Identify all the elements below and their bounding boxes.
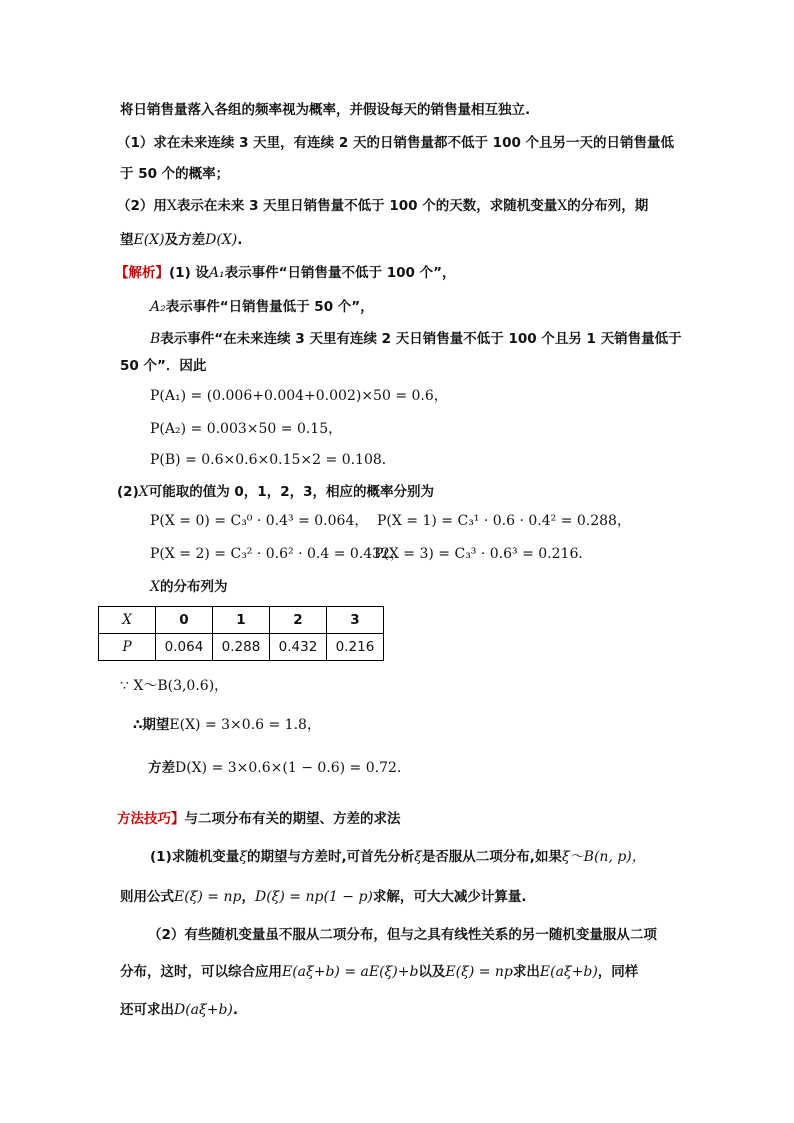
formula-e-np: E(ξ) = np (445, 964, 513, 980)
m4-text: ，同样 (597, 964, 639, 980)
table-value: 0 (156, 607, 213, 634)
solution-line-4: 50 个”．因此 (120, 358, 207, 374)
q2-text-end: 的分布列，期 (567, 198, 649, 214)
s1-text: 表示事件“日销售量不低于 100 个”， (224, 265, 456, 281)
event-a1: A₁ (208, 265, 225, 281)
solution-line-2 (150, 297, 374, 317)
var-x: X (138, 484, 149, 500)
q2-word: 及方差 (164, 232, 206, 248)
m5-text: 还可求出 (120, 1002, 174, 1018)
formula-px3: P(X = 3) = C₃³ · 0.6³ = 0.216． (374, 546, 593, 562)
method-line-5 (120, 1000, 238, 1020)
formula-px0: P(X = 0) = C₃⁰ · 0.4³ = 0.064， (150, 513, 369, 529)
formula-d-npq: D(ξ) = np(1 − p) (254, 889, 373, 905)
variance-formula: D(X) = 3×0.6×(1 − 0.6) = 0.72． (175, 760, 411, 776)
method-tag: 方法技巧】 (117, 811, 185, 827)
table-prob: 0.216 (327, 634, 384, 661)
table-value: 1 (213, 607, 270, 634)
m2-sep: ， (241, 889, 255, 905)
binomial-notation: ξ～B(n, p)， (561, 849, 646, 865)
expectation-formula: E(X) = 3×0.6 = 1.8， (169, 717, 321, 733)
table-prob: 0.288 (213, 634, 270, 661)
event-a2: A₂ (150, 299, 166, 315)
linear-expectation: E(aξ+b) = aE(ξ)+b (282, 964, 419, 980)
binomial-statement: ∵ X～B(3,0.6)， (120, 678, 229, 694)
table-row (99, 607, 384, 634)
variance-dx: D(X) (205, 232, 238, 248)
xi-symbol: ξ (414, 849, 422, 865)
formula-pa2: P(A₂) = 0.003×50 = 0.15， (150, 421, 343, 437)
q2-period: . (237, 232, 243, 248)
distribution-caption (150, 577, 227, 597)
dist-text: 的分布列为 (159, 579, 228, 595)
table-value: 3 (327, 607, 384, 634)
xi-symbol: ξ (239, 849, 247, 865)
s1-text: (1) 设 (169, 265, 209, 281)
q2-word: 望 (120, 232, 134, 248)
m1-text: (1)求随机变量 (150, 849, 240, 865)
solution-line-1 (115, 263, 456, 283)
method-line-3: （2）有些随机变量虽不服从二项分布，但与之具有线性关系的另一随机变量服从二项 (148, 927, 657, 943)
expectation-line (133, 715, 321, 735)
formula-pa1: P(A₁) = (0.006+0.004+0.002)×50 = 0.6， (150, 388, 448, 404)
table-row (99, 634, 384, 661)
question-2-line-1 (117, 196, 648, 216)
method-heading (117, 809, 401, 829)
var-x: X (557, 198, 568, 214)
table-value: 2 (270, 607, 327, 634)
q2-text: 表示在未来 3 天里日销售量不低于 100 个的天数，求随机变量 (176, 198, 558, 214)
m2-text: 求解，可大大减少计算量. (372, 889, 527, 905)
m4-text: 求出 (512, 964, 540, 980)
method-line-4 (120, 962, 638, 982)
part-2-intro (117, 482, 434, 502)
event-b: B (150, 331, 161, 347)
method-title: 与二项分布有关的期望、方差的求法 (184, 811, 401, 827)
m4-text: 分布，这时，可以综合应用 (120, 964, 282, 980)
method-line-1 (150, 847, 646, 867)
expression-d: D(aξ+b) (174, 1002, 233, 1018)
var-x: X (166, 198, 177, 214)
m2-text: 则用公式 (120, 889, 174, 905)
question-2-line-2 (120, 230, 242, 250)
s2-text: 表示事件“日销售量低于 50 个”， (165, 299, 374, 315)
variance-line (148, 758, 411, 778)
table-header-x: X (99, 607, 156, 634)
distribution-table (98, 606, 384, 661)
table-header-p: P (99, 634, 156, 661)
table-prob: 0.432 (270, 634, 327, 661)
part2-text: 可能取的值为 0，1，2，3，相应的概率分别为 (148, 484, 434, 500)
question-1-line-2: 于 50 个的概率； (120, 166, 230, 182)
part2-label: (2) (117, 484, 139, 500)
expectation-label: ∴期望 (133, 717, 170, 733)
q2-prefix: （2）用 (117, 198, 167, 214)
table-prob: 0.064 (156, 634, 213, 661)
variance-label: 方差 (148, 760, 175, 776)
m4-text: 以及 (418, 964, 446, 980)
solution-tag: 【解析】 (115, 265, 169, 281)
question-1-line-1: （1）求在未来连续 3 天里，有连续 2 天的日销售量都不低于 100 个且另一天的日销售量低 (117, 135, 675, 151)
var-x: X (150, 579, 160, 595)
intro-text: 将日销售量落入各组的频率视为概率，并假设每天的销售量相互独立. (120, 102, 531, 118)
formula-e-np: E(ξ) = np (174, 889, 242, 905)
m1-text: 的期望与方差时,可首先分析 (246, 849, 415, 865)
expectation-ex: E(X) (133, 232, 165, 248)
m1-text: 是否服从二项分布,如果 (421, 849, 562, 865)
solution-line-3 (150, 329, 682, 349)
m5-period: . (232, 1002, 239, 1018)
s3-text: 表示事件“在未来连续 3 天里有连续 2 天日销售量不低于 100 个且另 1 天销售量低于 (160, 331, 682, 347)
formula-px1: P(X = 1) = C₃¹ · 0.6 · 0.4² = 0.288， (377, 513, 631, 529)
formula-pb: P(B) = 0.6×0.6×0.15×2 = 0.108． (150, 452, 396, 468)
expression-e: E(aξ+b) (539, 964, 598, 980)
method-line-2 (120, 887, 527, 907)
formula-px2: P(X = 2) = C₃² · 0.6² · 0.4 = 0.432， (150, 546, 404, 562)
